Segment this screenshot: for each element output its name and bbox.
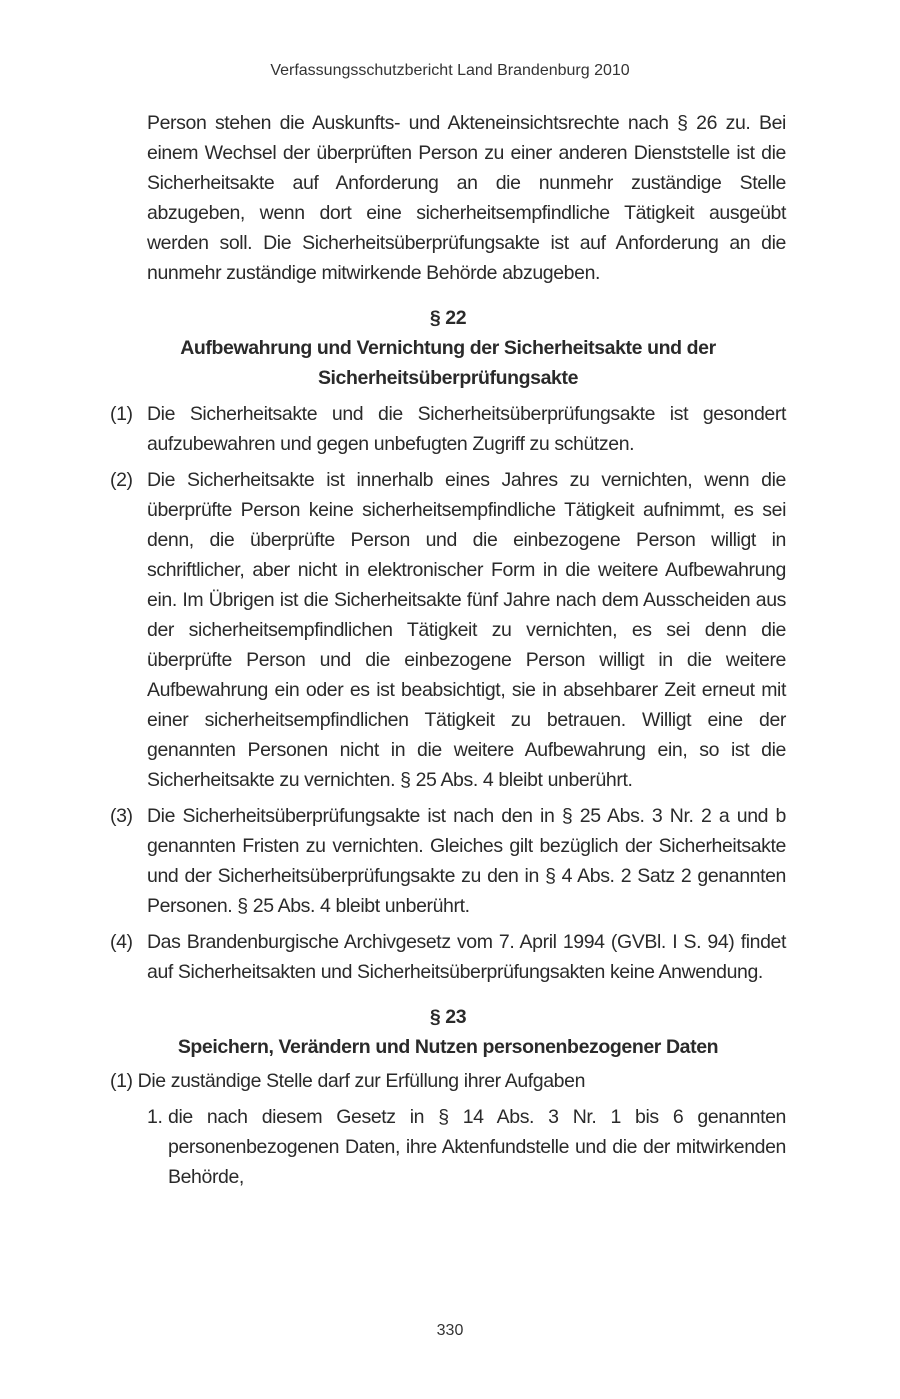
section-22-title: Aufbewahrung und Vernichtung der Sicherheitsakte und der Sicherheitsüberprüfungsakte (180, 337, 716, 389)
page-number: 330 (436, 1322, 464, 1339)
paragraph-text: Die Sicherheitsakte und die Sicherheitsüberprüfungsakte ist gesondert aufzubewahren und gegen unbefugten Zugriff zu schützen. (147, 403, 786, 455)
section-22-paragraph (110, 399, 786, 459)
intro-paragraph: Person stehen die Auskunfts- und Akteneinsichtsrechte nach § 26 zu. Bei einem Wechsel der überprüften Person zu einer anderen Dienststelle ist die Sicherheitsakte auf Anforderung an die nunmehr zuständige Stelle abzugeben, wenn dort eine sicherheitsempfindliche Tätigkeit ausgeübt werden soll. Die Sicherheitsüberprüfungsakte ist auf Anforderung an die nunmehr zuständige mitwirkende Behörde abzugeben. (147, 112, 786, 284)
section-22-paragraph (110, 465, 786, 795)
section-22-paragraph (110, 927, 786, 987)
list-item-number: 1. (147, 1106, 163, 1128)
paragraph-text: Die Sicherheitsüberprüfungsakte ist nach den in § 25 Abs. 3 Nr. 2 a und b genannten Fristen zu vernichten. Gleiches gilt bezüglich der Sicherheitsakte und der Sicherheitsüberprüfungsakte zu den in § 4 Abs. 2 Satz 2 genannten Personen. § 25 Abs. 4 bleibt unberührt. (147, 805, 786, 917)
paragraph-number: (3) (110, 805, 133, 827)
paragraph-number: (1) (110, 403, 133, 425)
section-23-number: § 23 (429, 1006, 467, 1028)
section-23-title: Speichern, Verändern und Nutzen personenbezogener Daten (177, 1036, 719, 1058)
paragraph-text: Die Sicherheitsakte ist innerhalb eines Jahres zu vernichten, wenn die überprüfte Person keine sicherheitsempfindliche Tätigkeit aufnimmt, es sei denn, die überprüfte Person und die einbezogene Person willigt in schriftlicher, aber nicht in elektronischer Form in die weitere Aufbewahrung ein. Im Übrigen ist die Sicherheitsakte fünf Jahre nach dem Ausscheiden aus der sicherheitsempfindlichen Tätigkeit zu vernichten, es sei denn die überprüfte Person und die einbezogene Person willigt in die weitere Aufbewahrung ein oder es ist beabsichtigt, sie in absehbarer Zeit erneut mit einer sicherheitsempfindlichen Tätigkeit zu betrauen. Willigt eine der genannten Personen nicht in die weitere Aufbewahrung ein, so ist die Sicherheitsakte zu vernichten. § 25 Abs. 4 bleibt unberührt. (147, 469, 786, 791)
paragraph-text: Das Brandenburgische Archivgesetz vom 7. April 1994 (GVBl. I S. 94) findet auf Sicherheitsakten und Sicherheitsüberprüfungsakten keine Anwendung. (147, 931, 786, 983)
section-23-paragraph-1: (1) Die zuständige Stelle darf zur Erfüllung ihrer Aufgaben (110, 1070, 586, 1092)
running-header: Verfassungsschutzbericht Land Brandenburg 2010 (270, 62, 630, 79)
list-item-text: die nach diesem Gesetz in § 14 Abs. 3 Nr. 1 bis 6 genannten personenbezogenen Daten, ihre Aktenfundstelle und die der mitwirkenden Behörde, (168, 1106, 786, 1188)
paragraph-number: (4) (110, 931, 133, 953)
section-23-list-item (110, 1102, 786, 1192)
section-22-paragraph (110, 801, 786, 921)
section-22-number: § 22 (429, 307, 467, 329)
page-body (110, 108, 786, 1192)
paragraph-number: (2) (110, 469, 133, 491)
